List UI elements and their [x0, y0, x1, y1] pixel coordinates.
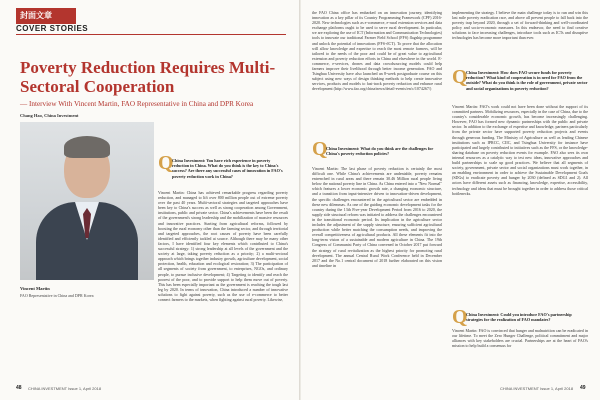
article-byline: Chang Hao, China Investment	[20, 113, 79, 118]
page-number-left: 48	[16, 385, 22, 391]
section-label: COVER STORIES	[16, 24, 89, 33]
right-page	[300, 0, 600, 400]
question-1: China Investment: You have rich experience in poverty reduction in China. What do you think is the key to China's success? Are there any successful cases of innovation in FAO's poverty reduction work in China?	[172, 158, 283, 179]
answer-1: Vincent Martin: China has achieved remarkable progress regarding poverty reduction, and managed to lift over 800 million people out of extreme poverty over the past 40 years. Multi-sectoral strategies and targeted approaches have been key to China's success as well as strong cooperation among Government, institutions, public and private sector. China's achievements have been the result of the government's strong leadership and the mobilization of massive resources and innovative practices. Starting from agricultural reforms, followed by boosting the rural economy other than the farming sector, and through territorial and targeted approaches, the root causes of poverty have been carefully identified and efficiently tackled at source. Although there may be many other factors, I have identified four key elements which contributed to China's successful strategy: 1) strong leadership at all levels of the government and the society at large, taking poverty reduction as a priority; 2) a multi-sectoral approach which brings together industry growth, agriculture development, social protection, health, education and ecological restoration; 3) The participation of all segments of society from government, to enterprises, NGOs, and ordinary people, to pursue inclusive development; 4) Targeting to identify and reach the poorest of the poor, and to provide support to help them move out of poverty. This has been especially important as the government is reaching the tough last leg by 2020. In terms of innovation, China introduced a number of innovative solutions to fight against poverty, such as the use of e-commerce to better connect farmers to the markets, when fighting against rural poverty. Likewise,	[158, 190, 288, 302]
question-3: China Investment: How does FAO secure funds for poverty reduction? What kind of cooperation is in need for FAO from the outside? What do you think is the role of government, private sector and social organizations in poverty reduction?	[466, 70, 588, 91]
footer-left: CHINA INVESTMENT Issue 1, April 2018	[28, 386, 102, 391]
article-title: Poverty Reduction Requires Multi-Sectoral Cooperation	[20, 58, 276, 96]
section-logo: 封面文章	[16, 8, 76, 24]
header-rule	[16, 34, 286, 35]
column-4-text: implementing the strategy. I believe the main challenge today is to run and win this last mile poverty eradication race, and above all prevent people to fall back into the poverty trap beyond 2020, through a set of forward-thinking and well-coordinated policy and socio-economic measures. In this endeavor, the need to find creative solutions to face increasing challenges, introduce tools such as ICTs and disruptive technologies has become more important than ever.	[452, 10, 588, 41]
answer-3: Vincent Martin: FAO's work could not have been done without the support of its committed partners. Mobilizing resources, especially in the case of China, due to the country's considerable economic growth, has become increasingly challenging. However, FAO has formed new dynamic partnerships with the public and private sector. In addition to the exchange of expertise and knowledge, partners particularly from the private sector have supported poverty reduction projects and events through generous funding. The Ministry of Agriculture as well as leading Chinese institutions such as IPRCC, CIIC, and Tsinghua University for instance have participated and largely contributed to initiatives such as the FFS, or the knowledge-sharing database on poverty reduction events for example. FAO also sees its own internal resources as a catalytic way to test new ideas, innovative approaches and build partnerships to scale up good practices. We believe that all segments of society, government, private sector and social organizations must work together, in an enabling environment in order to achieve the Sustainable Development Goals (SDGs) to eradicate poverty and hunger by 2030 (defined as SDG1 and 2). All actors have different assets such as financing, knowledge, expertise, accessibility, technology and ideas that must be brought together in order to address those critical bottlenecks.	[452, 104, 588, 196]
q-mark-icon: Q	[312, 138, 328, 160]
portrait-hair	[64, 136, 110, 158]
q-mark-icon: Q	[452, 66, 468, 88]
q-mark-icon: Q	[158, 152, 174, 174]
footer-right: CHINA INVESTMENT Issue 1, April 2018	[500, 386, 574, 391]
question-4: China Investment: Could you introduce FAO's partnership strategies for the realization of FAO mandates?	[466, 312, 572, 323]
column-2-text: the FAO China office has embarked on an innovation journey, identifying innovation as a key pillar of its Country Programming Framework (CPF) 2016-2020. New technologies such as e-commerce, e-rural extension services and data exchange platforms ought to be used to serve rural development. In particular, we are exploring the use of ICT (Information and Communication Technologies) tools to innovate our traditional Farmer Field School (FFS) flagship programme and unlock the potential of innovations (FFS+ICT). To prove that the allocation will allow knowledge and expertise to reach the most remote farmers, will be tailored to the needs of the poor and could be of great value to agricultural extension and poverty reduction efforts in China and elsewhere in the world. E-commerce, e-services, drones and data crowdsourcing models could help farmers improve their livelihood through better income generation. FAO and Tsinghua University have also launched an 8-week postgraduate course on this subject using new ways of design thinking methods to help create innovative services, products and models to fast-track poverty reduction and enhance rural development (http://www.fao.org/china/news/detail-events/en/c/1074267/)	[312, 10, 442, 92]
photo-caption-role: FAO Representative in China and DPR Korea	[20, 293, 94, 298]
portrait-photo	[20, 122, 154, 280]
answer-2: Vincent Martin: The last phase of poverty reduction is certainly the most difficult one. While China's achievements are undeniable, poverty remains entrenched in rural areas and there remain 30.46 Million rural people living below the national poverty line in China. As China entered into a "New Normal" which features a lower economic growth rate, a changing economic structure, and a transition from input-intensive driven to innovation-driven development, the specific challenges encountered in the agricultural sector are embedded in these new dilemmas. As one of the guiding economic development tasks for the country during the 13th Five-year Development Period from 2016 to 2020, the supply side structural reform was initiated to address the challenges encountered in the transitional economic period. Its implication in the agriculture sector includes the adjustment of the supply structure, ensuring sufficient agricultural production while better matching the consumption needs, and improving the overall competitiveness of agricultural products. All these elements fit into the long-term vision of a sustainable and modern agriculture in China. The 19th Congress of Communist Party of China convened in October 2017 put forward the strategy of rural revitalization as the highest priority for promoting rural development. The annual Central Rural Work Conference held in December 2017 and the No.1 central document of 2018 further elaborated on this vision and timeline in	[312, 166, 442, 268]
article-subtitle: — Interview With Vincent Martin, FAO Representative in China and DPR Korea	[20, 100, 254, 108]
q-mark-icon: Q	[452, 306, 468, 328]
photo-caption-name: Vincent Martin	[20, 286, 50, 291]
answer-4: Vincent Martin: FAO is convinced that hunger and malnutrition can be eradicated in our lifetime. To meet the Zero Hunger Challenge, political commitment and major alliances with key stakeholders are crucial. Partnerships are at the heart of FAO's mission to help build a consensus for	[452, 328, 588, 349]
page-number-right: 49	[580, 385, 586, 391]
question-2: China Investment: What do you think are the challenges for China's poverty reduction policies?	[326, 146, 434, 157]
